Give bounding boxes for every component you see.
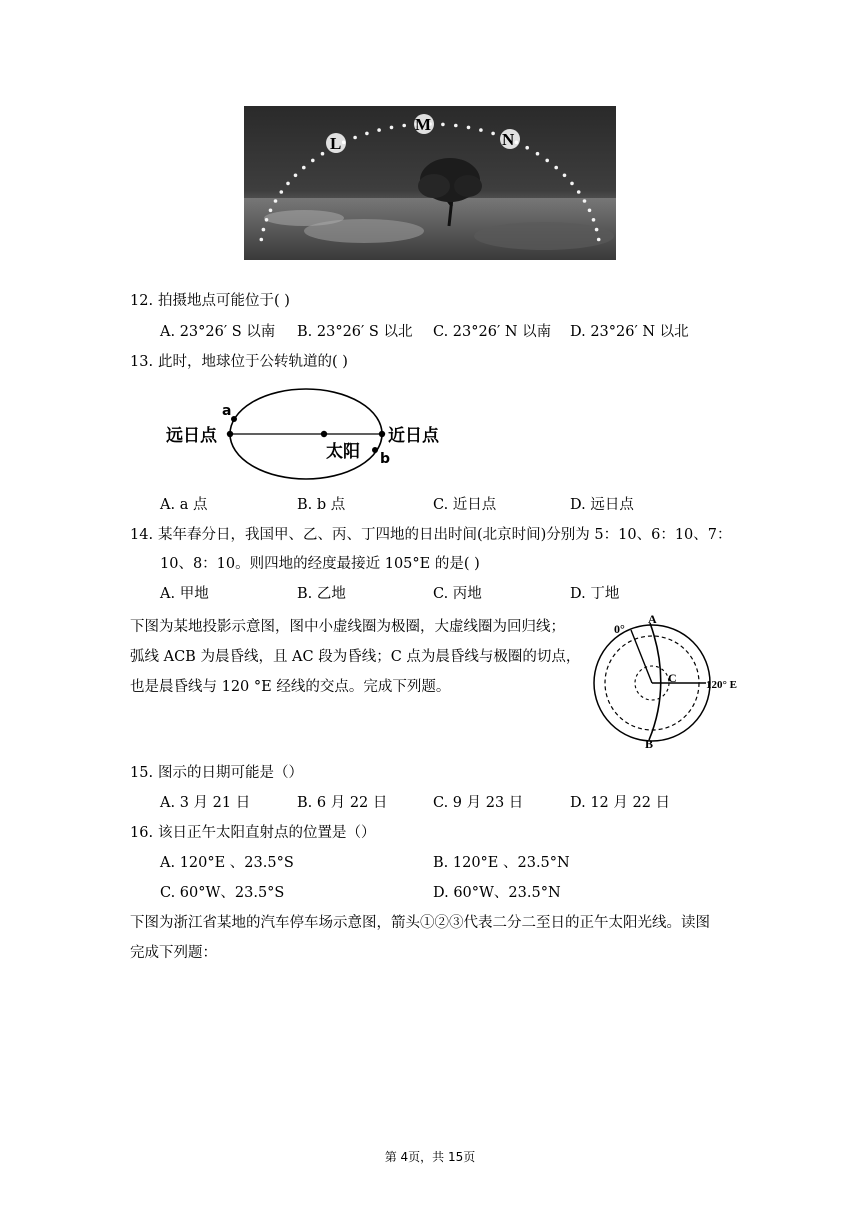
question-stem-line2: 10、8：10。则四地的经度最接近 105°E 的是( ) xyxy=(160,556,480,572)
intro-line: 弧线 ACB 为晨昏线，且 AC 段为昏线；C 点为晨昏线与极圈的切点， xyxy=(130,649,581,665)
question-number: 16. xyxy=(130,825,154,841)
sun-dot xyxy=(274,199,278,203)
label-a: A xyxy=(648,612,657,626)
intro-line: 下图为某地投影示意图，图中小虚线圈为极圈，大虚线圈为回归线； xyxy=(130,619,565,635)
sun-dot xyxy=(402,124,406,128)
question-14 xyxy=(130,524,732,546)
page-footer: 第 4页，共 15页 xyxy=(384,1150,476,1164)
photo-label-l: L xyxy=(330,134,342,153)
q16-option-a[interactable]: A. 120°E 、23.5°S xyxy=(160,855,294,871)
intro-paragraph-2-line2: 完成下列题： xyxy=(130,945,217,961)
q14-option-a[interactable]: A. 甲地 xyxy=(160,586,209,602)
point-a-dot xyxy=(231,416,237,422)
sun-dot xyxy=(377,128,381,132)
sun-dot xyxy=(353,136,357,140)
q15-option-a[interactable]: A. 3 月 21 日 xyxy=(160,795,251,811)
photo-label-n: N xyxy=(502,130,515,149)
label-b: B xyxy=(645,737,654,751)
sun-dot xyxy=(321,431,327,437)
q12-option-a[interactable]: A. 23°26′ S 以南 xyxy=(160,324,276,340)
sun-dot xyxy=(563,174,567,178)
sun-dot xyxy=(390,126,394,130)
sun-path-photo xyxy=(244,106,616,260)
q14-option-c[interactable]: C. 丙地 xyxy=(433,586,482,602)
label-120e: 120° E xyxy=(706,679,737,691)
aphelion-label: 远日点 xyxy=(166,426,217,446)
sun-dot xyxy=(525,146,529,150)
sun-dot xyxy=(583,199,587,203)
intro-paragraph-2-line1: 下图为浙江省某地的汽车停车场示意图，箭头①②③代表二分二至日的正午太阳光线。读图 xyxy=(130,915,710,931)
q15-option-d[interactable]: D. 12 月 22 日 xyxy=(570,795,671,811)
meridian-0 xyxy=(631,630,652,683)
sun-dot xyxy=(302,166,306,170)
intro-line: 也是晨昏线与 120 °E 经线的交点。完成下列题。 xyxy=(130,679,451,695)
sun-dot xyxy=(294,174,298,178)
point-b-label: b xyxy=(380,451,391,467)
question-stem: 该日正午太阳直射点的位置是（） xyxy=(158,825,376,841)
sun-dot xyxy=(262,228,266,232)
intro-paragraph-1 xyxy=(130,612,590,702)
question-stem: 此时，地球位于公转轨道的( ) xyxy=(158,354,348,370)
sun-dot xyxy=(554,166,558,170)
sun-dot xyxy=(592,218,596,222)
sun-dot xyxy=(441,123,445,127)
photo-label-m: M xyxy=(415,115,432,134)
sun-dot xyxy=(588,209,592,213)
label-zero: 0° xyxy=(614,622,625,636)
question-15 xyxy=(130,762,303,784)
q13-option-d[interactable]: D. 远日点 xyxy=(570,497,634,513)
q13-option-c[interactable]: C. 近日点 xyxy=(433,497,497,513)
sun-dot xyxy=(597,238,601,242)
sun-dot xyxy=(536,152,540,156)
point-b-dot xyxy=(372,447,378,453)
sun-dot xyxy=(545,159,549,163)
perihelion-label: 近日点 xyxy=(388,426,439,446)
sun-dot xyxy=(265,218,269,222)
question-12 xyxy=(130,290,290,312)
question-13 xyxy=(130,351,348,373)
question-stem: 图示的日期可能是（） xyxy=(158,765,303,781)
q14-option-d[interactable]: D. 丁地 xyxy=(570,586,620,602)
q12-option-d[interactable]: D. 23°26′ N 以北 xyxy=(570,324,689,340)
sun-dot xyxy=(280,190,284,194)
sun-dot xyxy=(321,152,325,156)
sun-dot xyxy=(491,132,495,136)
q16-option-c[interactable]: C. 60°W、23.5°S xyxy=(160,885,285,901)
question-16 xyxy=(130,822,376,844)
aphelion-dot xyxy=(227,431,233,437)
sun-dot xyxy=(365,132,369,136)
sun-dot xyxy=(311,159,315,163)
question-number: 15. xyxy=(130,765,154,781)
q12-option-b[interactable]: B. 23°26′ S 以北 xyxy=(297,324,413,340)
q13-option-b[interactable]: B. b 点 xyxy=(297,497,346,513)
question-number: 14. xyxy=(130,527,154,543)
polar-projection-diagram xyxy=(592,612,742,752)
sun-label: 太阳 xyxy=(326,442,360,462)
question-stem-line1: 某年春分日，我国甲、乙、丙、丁四地的日出时间(北京时间)分别为 5：10、6：10、7： xyxy=(158,527,732,543)
sun-dot xyxy=(479,128,483,132)
sun-dot xyxy=(577,190,581,194)
q15-option-b[interactable]: B. 6 月 22 日 xyxy=(297,795,388,811)
question-stem: 拍摄地点可能位于( ) xyxy=(158,293,290,309)
q16-option-d[interactable]: D. 60°W、23.5°N xyxy=(433,885,561,901)
sun-path-photo-svg xyxy=(244,106,616,260)
point-a-label: a xyxy=(222,403,232,419)
question-number: 12. xyxy=(130,293,154,309)
perihelion-dot xyxy=(379,431,385,437)
sun-dot xyxy=(269,209,273,213)
q13-option-a[interactable]: A. a 点 xyxy=(160,497,208,513)
q15-option-c[interactable]: C. 9 月 23 日 xyxy=(433,795,524,811)
label-c: C xyxy=(668,671,677,685)
sun-dot xyxy=(570,182,574,186)
orbit-diagram-svg xyxy=(160,386,460,486)
sun-dot xyxy=(595,228,599,232)
orbit-diagram xyxy=(160,386,460,486)
q12-option-c[interactable]: C. 23°26′ N 以南 xyxy=(433,324,552,340)
sun-dot xyxy=(260,238,264,242)
question-number: 13. xyxy=(130,354,154,370)
q14-option-b[interactable]: B. 乙地 xyxy=(297,586,346,602)
sun-dot xyxy=(454,124,458,128)
q16-option-b[interactable]: B. 120°E 、23.5°N xyxy=(433,855,570,871)
sun-dot xyxy=(286,182,290,186)
sun-dot xyxy=(467,126,471,130)
polar-projection-svg xyxy=(592,612,742,752)
